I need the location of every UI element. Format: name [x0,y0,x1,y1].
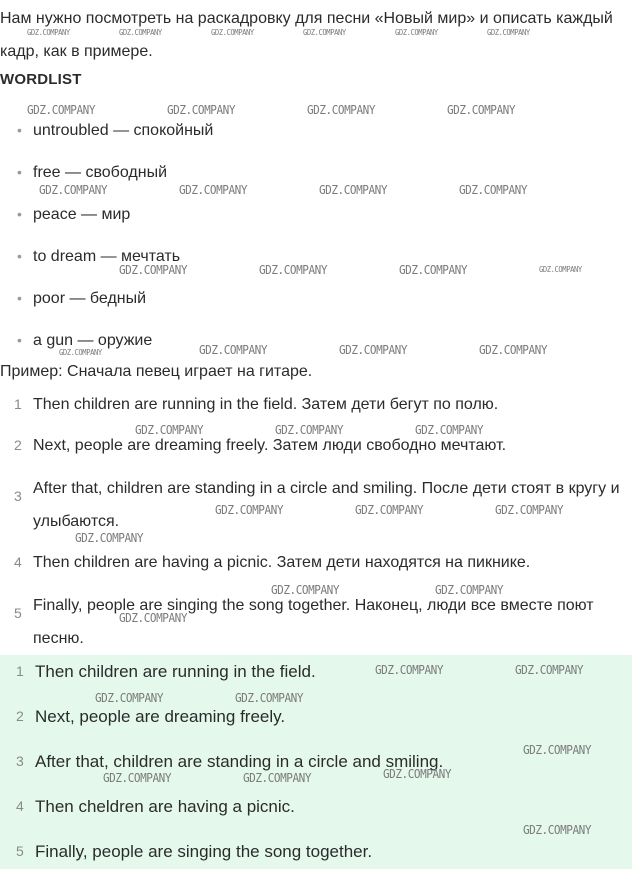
watermark: GDZ.COMPANY [95,691,164,705]
watermark: GDZ.COMPANY [59,348,102,357]
answer-item: 5 Finally, people are singing the song together. [16,842,373,861]
watermark: GDZ.COMPANY [199,343,268,357]
wordlist-item: • poor — бедный [17,290,147,307]
watermark: GDZ.COMPANY [415,423,484,437]
item-number: 5 [16,843,24,859]
watermark: GDZ.COMPANY [399,263,468,277]
watermark: GDZ.COMPANY [135,423,204,437]
item-number: 4 [14,554,22,570]
wordlist-item: • peace — мир [17,206,131,223]
wordlist-item: • free — свободный [17,164,167,181]
watermark: GDZ.COMPANY [395,28,438,37]
item-number: 1 [16,663,24,679]
watermark: GDZ.COMPANY [319,183,388,197]
watermark: GDZ.COMPANY [275,423,344,437]
watermark: GDZ.COMPANY [459,183,528,197]
watermark: GDZ.COMPANY [119,28,162,37]
watermark: GDZ.COMPANY [179,183,248,197]
wordlist-item: • untroubled — спокойный [17,122,214,139]
item-number: 3 [16,753,24,769]
watermark: GDZ.COMPANY [307,103,376,117]
watermark: GDZ.COMPANY [103,771,172,785]
watermark: GDZ.COMPANY [271,583,340,597]
watermark: GDZ.COMPANY [303,28,346,37]
item-number: 2 [16,708,24,724]
answer-item: 3 After that, children are standing in a circle and smiling. [16,752,444,771]
watermark: GDZ.COMPANY [39,183,108,197]
watermark: GDZ.COMPANY [435,583,504,597]
watermark: GDZ.COMPANY [447,103,516,117]
item-number: 2 [14,437,22,453]
watermark: GDZ.COMPANY [75,531,144,545]
wordlist-item: • a gun — оружие [17,332,153,349]
item-number: 3 [14,488,22,504]
watermark: GDZ.COMPANY [339,343,408,357]
bullet-icon: • [17,332,22,348]
watermark: GDZ.COMPANY [27,103,96,117]
wordlist-item: • to dream — мечтать [17,248,181,265]
bullet-icon: • [17,290,22,306]
watermark: GDZ.COMPANY [119,611,188,625]
bullet-icon: • [17,248,22,264]
watermark: GDZ.COMPANY [235,691,304,705]
answer-item: 4 Then cheldren are having a picnic. [16,797,295,816]
example-label: Пример: Сначала певец играет на гитаре. [0,363,313,380]
bullet-icon: • [17,206,22,222]
bullet-icon: • [17,122,22,138]
watermark: GDZ.COMPANY [523,743,592,757]
item-number: 1 [14,396,22,412]
item-number: 4 [16,798,24,814]
item-number: 5 [14,605,22,621]
watermark: GDZ.COMPANY [539,265,582,274]
watermark: GDZ.COMPANY [495,503,564,517]
watermark: GDZ.COMPANY [515,663,584,677]
watermark: GDZ.COMPANY [259,263,328,277]
watermark: GDZ.COMPANY [487,28,530,37]
watermark: GDZ.COMPANY [243,771,312,785]
watermark: GDZ.COMPANY [119,263,188,277]
watermark: GDZ.COMPANY [211,28,254,37]
watermark: GDZ.COMPANY [27,28,70,37]
task-intro: Нам нужно посмотреть на раскадровку для песни «Новый мир» и описать каждый кадр, как в примере. [0,10,613,60]
watermark: GDZ.COMPANY [383,767,452,781]
watermark: GDZ.COMPANY [215,503,284,517]
watermark: GDZ.COMPANY [375,663,444,677]
answer-item: 1 Then children are running in the field. [16,662,316,681]
example-item: 1 Then children are running in the field. Затем дети бегут по полю. [14,396,499,413]
answer-item: 2 Next, people are dreaming freely. [16,707,286,726]
example-item: 2 Next, people are dreaming freely. Затем люди свободно мечтают. [14,437,507,454]
watermark: GDZ.COMPANY [479,343,548,357]
watermark: GDZ.COMPANY [523,823,592,837]
watermark: GDZ.COMPANY [355,503,424,517]
wordlist-title: WORDLIST [0,71,82,88]
bullet-icon: • [17,164,22,180]
example-item: 4 Then children are having a picnic. Затем дети находятся на пикнике. [14,554,531,571]
example-item: 5 Finally, people are singing the song together. Наконец, люди все вместе поют песню. [14,597,594,647]
watermark: GDZ.COMPANY [167,103,236,117]
example-item: 3 After that, children are standing in a circle and smiling. После дети стоят в кругу и улыбаются. [14,480,620,530]
